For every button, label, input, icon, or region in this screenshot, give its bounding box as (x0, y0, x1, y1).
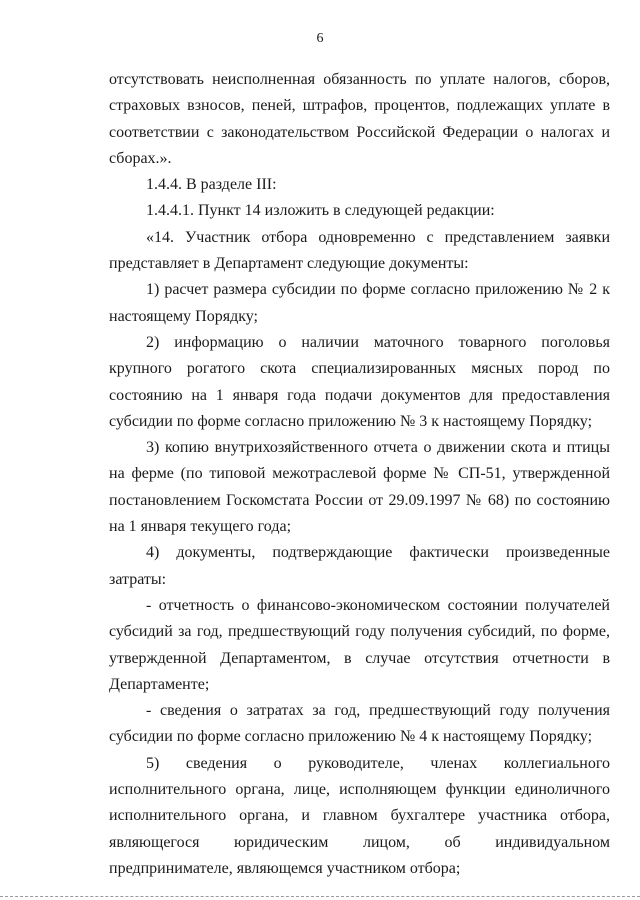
paragraph-taxes-continuation: отсутствовать неисполненная обязанность по уплате налогов, сборов, страховых взносов, пеней, штрафов, процентов, подлежащих уплате в соответствии с законодательством Российской Федерации о налогах и сборах.». (109, 71, 610, 167)
list-item-4: 4) документы, подтверждающие фактически произведенные затраты: (109, 544, 610, 588)
list-item-1: 1) расчет размера субсидии по форме согласно приложению № 2 к настоящему Порядку; (109, 281, 610, 325)
list-item-3: 3) копию внутрихозяйственного отчета о движении скота и птицы на ферме (по типовой межотраслевой форме № СП-51, утвержденной постановлением Госкомстата России от 29.09.1997 № 68) по состоянию на 1 января текущего года; (109, 439, 610, 536)
list-item-4-sub-2: - сведения о затратах за год, предшествующий году получения субсидии по форме согласно приложению № 4 к настоящему Порядку; (109, 702, 610, 746)
list-item-2: 2) информацию о наличии маточного товарного поголовья крупного рогатого скота специализированных мясных пород по состоянию на 1 января года подачи документов для предоставления субсидии по форме согласно приложению № 3 к настоящему Порядку; (109, 333, 610, 430)
paragraph-point-14-heading: 1.4.4.1. Пункт 14 изложить в следующей редакции: (146, 202, 495, 220)
paragraph-point-14-intro: «14. Участник отбора одновременно с представлением заявки представляет в Департамент следующие документы: (109, 228, 610, 273)
list-item-5: 5) сведения о руководителе, членах коллегиального исполнительного органа, лице, исполняющем функции единоличного исполнительного органа, и главном бухгалтере участника отбора, являющегося юридическим лицом, об индивидуальном предпринимателе, являющемся участником отбора; (109, 754, 610, 877)
page-number: 6 (316, 31, 324, 46)
list-item-4-sub-1: - отчетность о финансово-экономическом состоянии получателей субсидий за год, предшествующий году получения субсидий, по форме, утвержденной Департаментом, в случае отсутствия отчетности в Департаменте; (109, 596, 610, 693)
document-body (109, 67, 610, 882)
page-bottom-edge (0, 896, 640, 897)
paragraph-section-iii: 1.4.4. В разделе III: (146, 176, 277, 194)
